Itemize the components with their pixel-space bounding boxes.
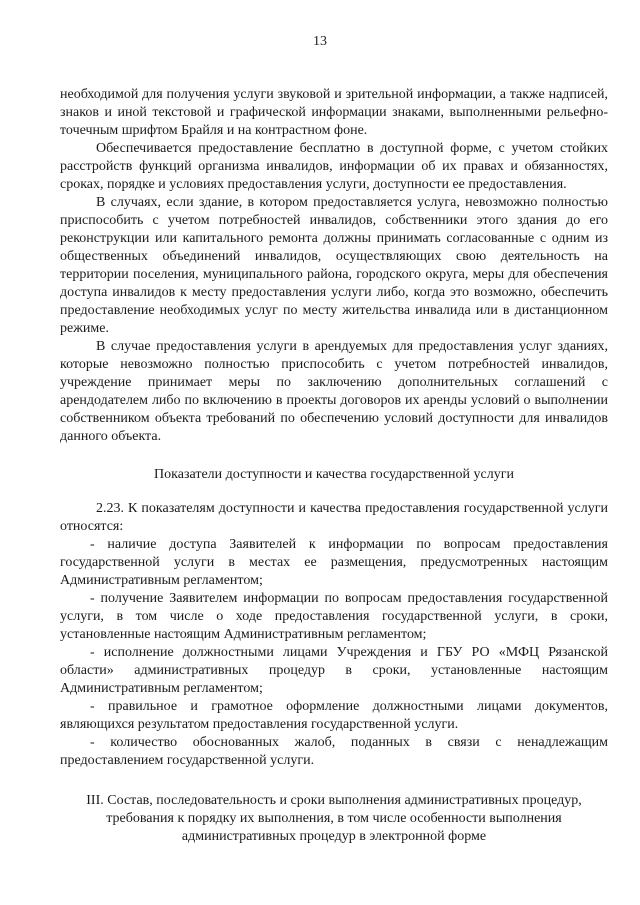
paragraph-rented-buildings: В случае предоставления услуги в арендуемых для предоставления услуг зданиях, которые невозможно полностью приспособить с учетом потребностей инвалидов, учреждение принимает меры по заключению дополнительных соглашений с арендодателем либо по включению в проекты договоров их аренды условий о выполнении собственником объекта требований по обеспечению условий доступности для инвалидов данного объекта. [60,339,608,444]
clause-2-23: 2.23. К показателям доступности и качества предоставления государственной услуги относятся: [60,501,608,534]
section-title-line: III. Состав, последовательность и сроки выполнения административных процедур, [86,793,582,808]
document-body [60,86,608,846]
section-title-line: административных процедур в электронной форме [181,829,487,844]
page-number: 13 [313,34,327,49]
paragraph-continuation: необходимой для получения услуги звуковой и зрительной информации, а также надписей, знаков и иной текстовой и графической информации знаками, выполненными рельефно-точечным шрифтом Брайля и на контрастном фоне. [60,87,608,138]
list-item: - правильное и грамотное оформление должностными лицами документов, являющихся результатом предоставления государственной услуги. [60,699,608,732]
list-item: - исполнение должностными лицами Учреждения и ГБУ РО «МФЦ Рязанской области» административных процедур в сроки, установленные настоящим Административным регламентом; [60,645,608,696]
list-item: - наличие доступа Заявителей к информации по вопросам предоставления государственной услуги в местах ее размещения, предусмотренных настоящим Административным регламентом; [60,537,608,588]
list-item: - получение Заявителем информации по вопросам предоставления государственной услуги, в том числе о ходе предоставления государственной услуги, в сроки, установленные настоящим Административным регламентом; [60,591,608,642]
section-title-line: требования к порядку их выполнения, в том числе особенности выполнения [106,811,562,826]
paragraph-free-info: Обеспечивается предоставление бесплатно в доступной форме, с учетом стойких расстройств функций организма инвалидов, информации об их правах и обязанностях, сроках, порядке и условиях предоставления услуги, доступности ее предоставления. [60,141,608,192]
subheading-accessibility-indicators: Показатели доступности и качества государственной услуги [154,467,514,482]
paragraph-building-adaptation: В случаях, если здание, в котором предоставляется услуга, невозможно полностью приспособить с учетом потребностей инвалидов, собственники этого здания до его реконструкции или капитального ремонта должны принимать согласованные с одним из общественных объединений инвалидов, осуществляющих свою деятельность на территории поселения, муниципального района, городского округа, меры для обеспечения доступа инвалидов к месту предоставления услуги либо, когда это возможно, обеспечить предоставление необходимых услуг по месту жительства инвалида или в дистанционном режиме. [60,195,608,336]
section-title-iii [60,792,608,846]
list-item: - количество обоснованных жалоб, поданных в связи с ненадлежащим предоставлением государственной услуги. [60,735,608,768]
